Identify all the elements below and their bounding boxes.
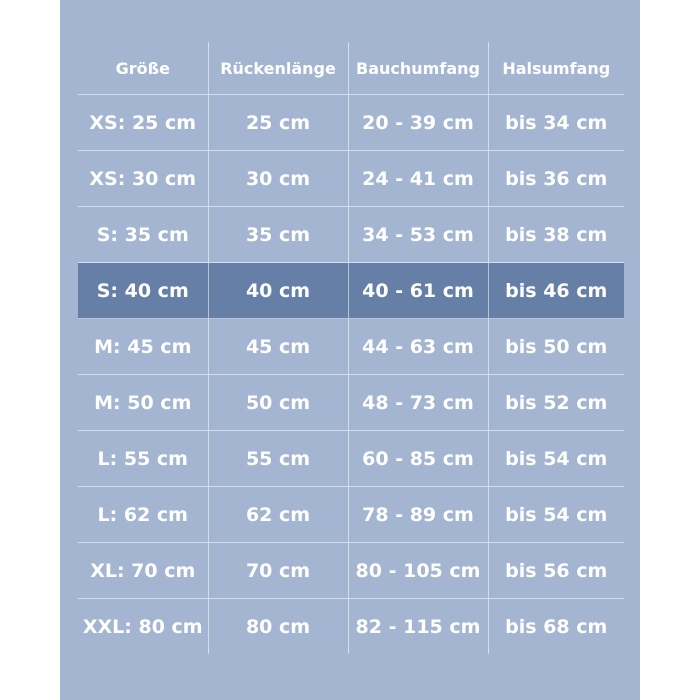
cell-chest-girth: 34 - 53 cm: [348, 207, 488, 263]
table-row: [78, 375, 624, 431]
cell-neck-girth: bis 54 cm: [488, 431, 624, 487]
cell-back-length: 62 cm: [208, 487, 348, 543]
cell-size: M: 50 cm: [78, 375, 208, 431]
cell-size: S: 40 cm: [78, 263, 208, 319]
cell-chest-girth: 24 - 41 cm: [348, 151, 488, 207]
cell-back-length: 55 cm: [208, 431, 348, 487]
cell-chest-girth: 80 - 105 cm: [348, 543, 488, 599]
header-size: Größe: [78, 42, 208, 95]
cell-neck-girth: bis 38 cm: [488, 207, 624, 263]
cell-size: XS: 25 cm: [78, 95, 208, 151]
cell-back-length: 25 cm: [208, 95, 348, 151]
table-row: [78, 95, 624, 151]
cell-chest-girth: 48 - 73 cm: [348, 375, 488, 431]
table-row: [78, 599, 624, 655]
cell-chest-girth: 20 - 39 cm: [348, 95, 488, 151]
cell-back-length: 45 cm: [208, 319, 348, 375]
cell-back-length: 40 cm: [208, 263, 348, 319]
cell-chest-girth: 44 - 63 cm: [348, 319, 488, 375]
cell-neck-girth: bis 34 cm: [488, 95, 624, 151]
cell-size: XXL: 80 cm: [82, 615, 203, 638]
cell-chest-girth: 82 - 115 cm: [348, 599, 488, 655]
cell-size: L: 62 cm: [78, 487, 208, 543]
table-row: [78, 319, 624, 375]
header-chest-girth: Bauchumfang: [348, 42, 488, 95]
cell-chest-girth: 60 - 85 cm: [348, 431, 488, 487]
cell-neck-girth: bis 50 cm: [488, 319, 624, 375]
size-table: [78, 42, 624, 654]
table-header-row: [78, 42, 624, 95]
table-row: [78, 151, 624, 207]
cell-neck-girth: bis 54 cm: [488, 487, 624, 543]
cell-neck-girth: bis 36 cm: [488, 151, 624, 207]
cell-back-length: 50 cm: [208, 375, 348, 431]
cell-neck-girth: bis 56 cm: [488, 543, 624, 599]
header-back-length: Rückenlänge: [208, 42, 348, 95]
cell-size: M: 45 cm: [78, 319, 208, 375]
table-row: [78, 431, 624, 487]
cell-size: XS: 30 cm: [78, 151, 208, 207]
table-row-highlighted: [78, 263, 624, 319]
table-row: [78, 487, 624, 543]
header-neck-girth: Halsumfang: [488, 42, 624, 95]
cell-neck-girth: bis 46 cm: [488, 263, 624, 319]
table-row: [78, 543, 624, 599]
cell-chest-girth: 78 - 89 cm: [348, 487, 488, 543]
table-row: [78, 207, 624, 263]
cell-neck-girth: bis 68 cm: [488, 599, 624, 655]
cell-back-length: 80 cm: [208, 599, 348, 655]
size-chart-panel: [60, 0, 640, 700]
cell-size: S: 35 cm: [78, 207, 208, 263]
cell-back-length: 70 cm: [208, 543, 348, 599]
cell-neck-girth: bis 52 cm: [488, 375, 624, 431]
cell-back-length: 35 cm: [208, 207, 348, 263]
cell-chest-girth: 40 - 61 cm: [348, 263, 488, 319]
cell-size: L: 55 cm: [78, 431, 208, 487]
cell-size: XL: 70 cm: [78, 543, 208, 599]
cell-back-length: 30 cm: [208, 151, 348, 207]
